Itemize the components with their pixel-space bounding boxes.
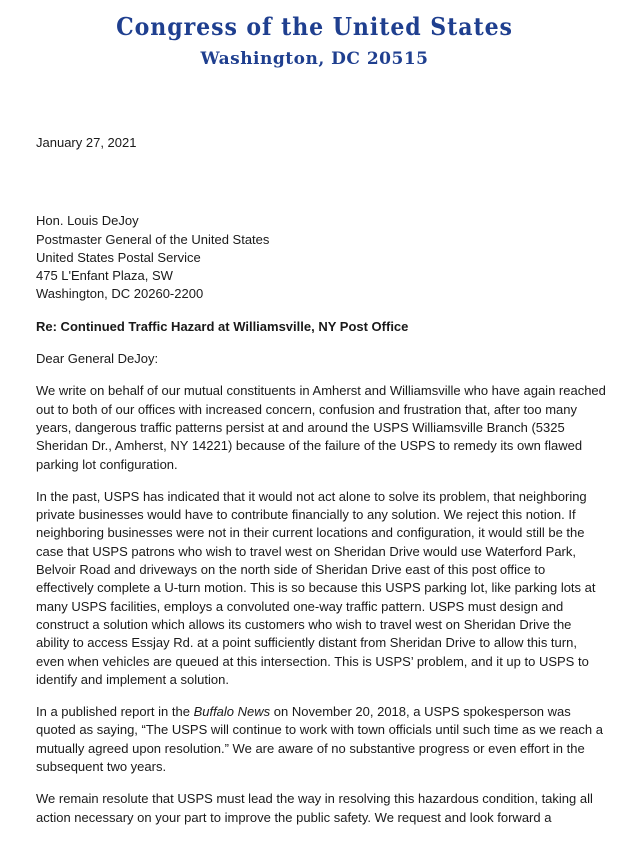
letterhead (0, 12, 629, 70)
recipient-address (36, 212, 606, 303)
subject-line: Re: Continued Traffic Hazard at Williamsville, NY Post Office (36, 318, 409, 334)
letterhead-subtitle: Washington, DC 20515 (200, 49, 429, 69)
paragraph-3 (36, 703, 606, 776)
letterhead-title: Congress of the United States (116, 12, 513, 41)
paragraph-3-rest: on November 20, 2018, a USPS spokesperson was quoted as saying, “The USPS will continue to work with town officials until such time as we reach a mutually agreed upon resolution.” We are aware of no substantive progress or even effort in the subsequent two years. (36, 704, 603, 775)
paragraph-2: In the past, USPS has indicated that it would not act alone to solve its problem, that neighboring private businesses would have to contribute financially to any solution. We reject this notion. If neighboring businesses were not in their current locations and configuration, it would still be the case that USPS patrons who wish to travel west on Sheridan Drive would use Waterford Park, Belvoir Road and driveways on the north side of Sheridan Drive east of this post office to effectively complete a U-turn motion. This is so because this USPS parking lot, like parking lots at many USPS facilities, employs a convoluted one-way traffic pattern. USPS must design and construct a solution which allows its customers who wish to travel west on Sheridan Drive the ability to access Essjay Rd. at a point sufficiently distant from Sheridan Drive to allow this turn, even when vehicles are queued at this intersection. This is USPS’ problem, and it up to USPS to identify and implement a solution. (36, 488, 596, 687)
recipient-street: 475 L'Enfant Plaza, SW (36, 268, 173, 284)
recipient-organization: United States Postal Service (36, 249, 201, 265)
recipient-name: Hon. Louis DeJoy (36, 213, 139, 229)
recipient-city: Washington, DC 20260-2200 (36, 286, 204, 302)
paragraph-3-lead: In a published report in the (36, 704, 194, 720)
paragraph-4: We remain resolute that USPS must lead the way in resolving this hazardous condition, taking all action necessary on your part to improve the public safety. We request and look forward a (36, 791, 593, 825)
salutation: Dear General DeJoy: (36, 351, 159, 367)
recipient-title: Postmaster General of the United States (36, 231, 270, 247)
letter-body (36, 134, 606, 827)
newspaper-title: Buffalo News (193, 704, 271, 720)
letter-date: January 27, 2021 (36, 135, 137, 150)
paragraph-1: We write on behalf of our mutual constituents in Amherst and Williamsville who have again reached out to both of our offices with increased concern, confusion and frustration that, after too many years, dangerous traffic patterns persist at and around the USPS Williamsville Branch (5325 Sheridan Dr., Amherst, NY 14221) because of the failure of the USPS to remedy its own flawed parking lot configuration. (36, 383, 606, 472)
